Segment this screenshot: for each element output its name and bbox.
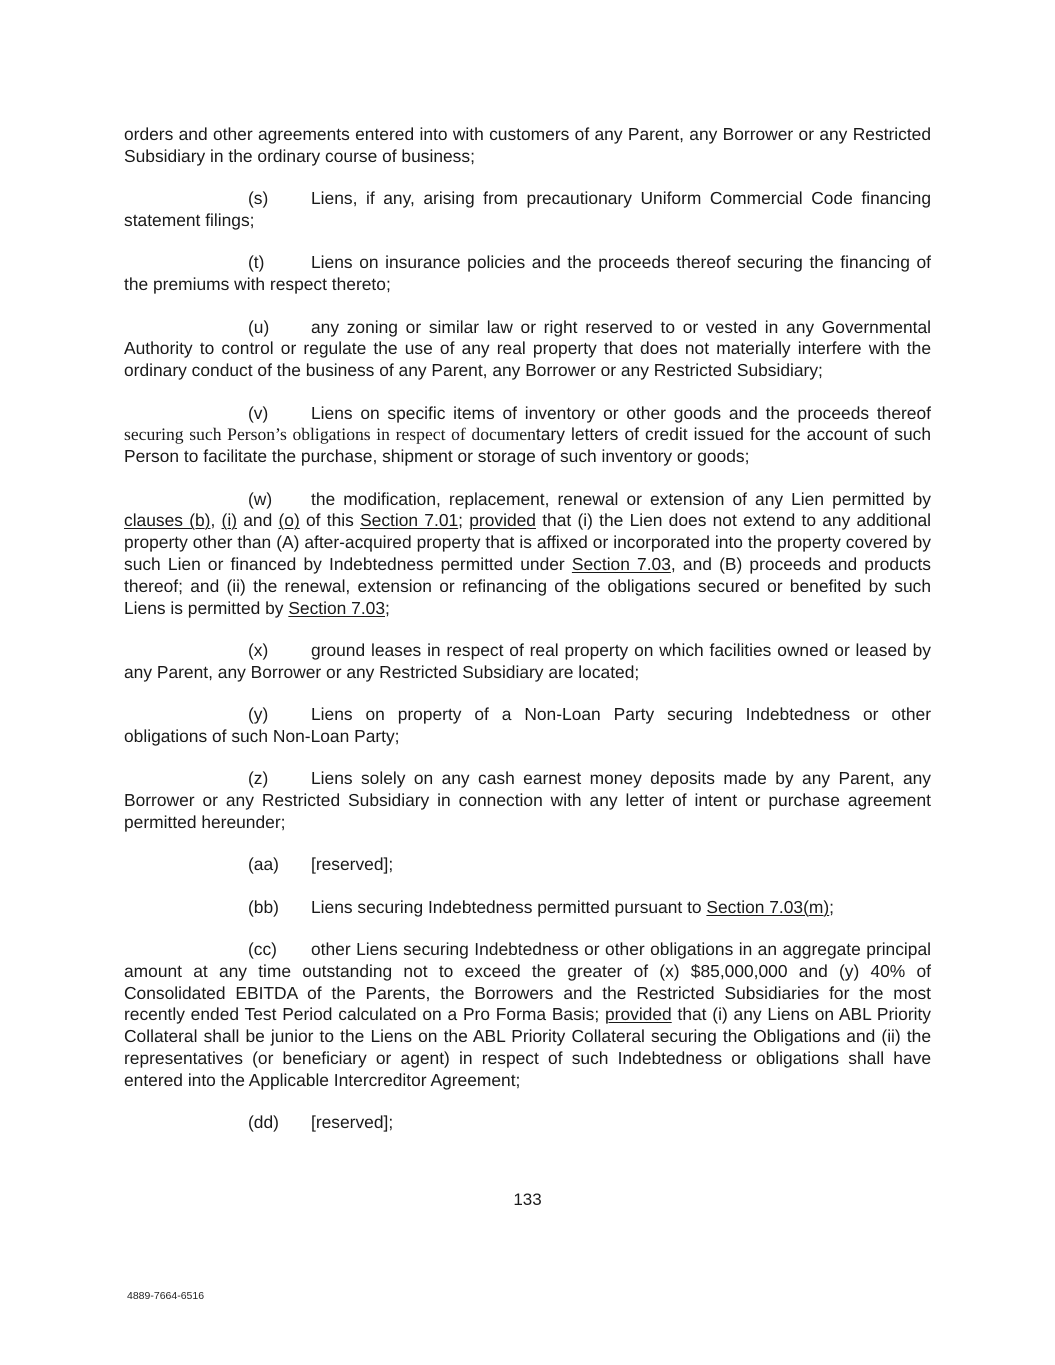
cross-reference-link: Section 7.01: [360, 510, 459, 531]
clause-text: , and (B) proceeds and products thereof; and (ii) the renewal, extension or refinancing of the obligations secured or benefited by such Liens is permitted by: [124, 553, 931, 618]
clause-text: tary letters of credit issued for the account of such Person to facilitate the purchase, shipment or storage of such inventory or goods;: [124, 424, 931, 467]
document-body: [124, 124, 931, 1155]
clause-text: Liens on property of a Non-Loan Party securing Indebtedness or other obligations of such Non-Loan Party;: [124, 704, 931, 746]
cross-reference-link: clauses (b): [124, 510, 211, 531]
clause-dd: [124, 1112, 931, 1134]
clause-label: (s): [248, 188, 269, 209]
clause-text: [reserved];: [311, 1112, 394, 1133]
document-id: 4889-7664-6516: [127, 1290, 205, 1302]
clause-text-serif-segment: securing such Person’s obligations in respect of documen: [124, 424, 536, 445]
clause-x: [124, 640, 931, 684]
clause-t: [124, 252, 931, 296]
provided-term: provided: [604, 1004, 672, 1025]
continuation-paragraph: orders and other agreements entered into with customers of any Parent, any Borrower or any Restricted Subsidiary in the ordinary course of business;: [124, 124, 931, 166]
cross-reference-link: (o): [278, 510, 300, 531]
clause-label: (dd): [248, 1112, 279, 1133]
clause-label: (v): [248, 402, 269, 423]
clause-text: other Liens securing Indebtedness or other obligations in an aggregate principal amount at any time outstanding not to exceed the greater of (x) $85,000,000 and (y) 40% of Consolidated EBITDA of the Parents, the Borrowers and the Restricted Subsidiaries for the most recently ended Test Period calculated on a Pro Forma Basis;: [124, 939, 931, 1025]
clause-text: Liens securing Indebtedness permitted pursuant to: [311, 896, 707, 917]
clause-text: Liens, if any, arising from precautionary Uniform Commercial Code financing statement filings;: [124, 188, 931, 230]
clause-text: ;: [458, 510, 470, 531]
clause-text: that (i) the Lien does not extend to any additional property other than (A) after-acquired property that is affixed or incorporated into the property covered by such Lien or financed by Indebtedness permitted under: [124, 510, 931, 574]
clause-label: (w): [248, 488, 273, 509]
clause-label: (bb): [248, 896, 279, 917]
clause-text: ;: [385, 597, 390, 618]
cross-reference-link: Section 7.03: [288, 597, 386, 618]
clause-text: Liens on insurance policies and the proceeds thereof securing the financing of the premiums with respect thereto;: [124, 252, 931, 295]
cross-reference-link: (i): [221, 510, 237, 531]
page-number: 133: [513, 1190, 542, 1209]
clause-label: (u): [248, 316, 270, 337]
clause-text: Liens on specific items of inventory or other goods and the proceeds thereof: [311, 402, 931, 423]
clause-cc: [124, 939, 931, 1092]
clause-bb: [124, 897, 931, 919]
clause-s: [124, 188, 931, 232]
clause-label: (y): [248, 704, 269, 725]
clause-label: (cc): [248, 939, 277, 960]
provided-term: provided: [469, 510, 536, 531]
clause-v: [124, 403, 931, 468]
clause-text: that (i) any Liens on ABL Priority Collateral shall be junior to the Liens on the ABL Priority Collateral securing the Obligations and (ii) the representatives (or beneficiary or agent) in respect of such Indebtedness or obligations shall have entered into the Applicable Intercreditor Agreement;: [124, 1004, 932, 1090]
clause-text: Liens solely on any cash earnest money deposits made by any Parent, any Borrower or any Restricted Subsidiary in connection with any letter of intent or purchase agreement permitted hereunder;: [124, 768, 931, 832]
clause-label: (z): [248, 768, 269, 789]
clause-u: [124, 317, 931, 382]
clause-w: [124, 489, 931, 620]
clause-text: the modification, replacement, renewal or extension of any Lien permitted by: [311, 488, 931, 509]
clause-text: and: [237, 510, 279, 531]
clause-text: ,: [210, 510, 222, 531]
clause-text: any zoning or similar law or right reserved to or vested in any Governmental Authority to control or regulate the use of any real property that does not materially interfere with the ordinary conduct of the business of any Parent, any Borrower or any Restricted Subsidiary;: [124, 316, 931, 381]
cross-reference-link: Section 7.03: [571, 553, 671, 574]
clause-label: (x): [248, 639, 269, 660]
cross-reference-link: Section 7.03(m): [706, 896, 830, 917]
clause-z: [124, 768, 931, 833]
clause-label: (aa): [248, 854, 279, 875]
clause-text: ;: [829, 896, 835, 917]
clause-text: of this: [299, 510, 361, 531]
clause-text: ground leases in respect of real property on which facilities owned or leased by any Parent, any Borrower or any Restricted Subsidiary are located;: [124, 639, 931, 682]
clause-y: [124, 704, 931, 748]
clause-label: (t): [248, 252, 265, 273]
clause-text: [reserved];: [311, 854, 394, 875]
clause-aa: [124, 854, 931, 876]
